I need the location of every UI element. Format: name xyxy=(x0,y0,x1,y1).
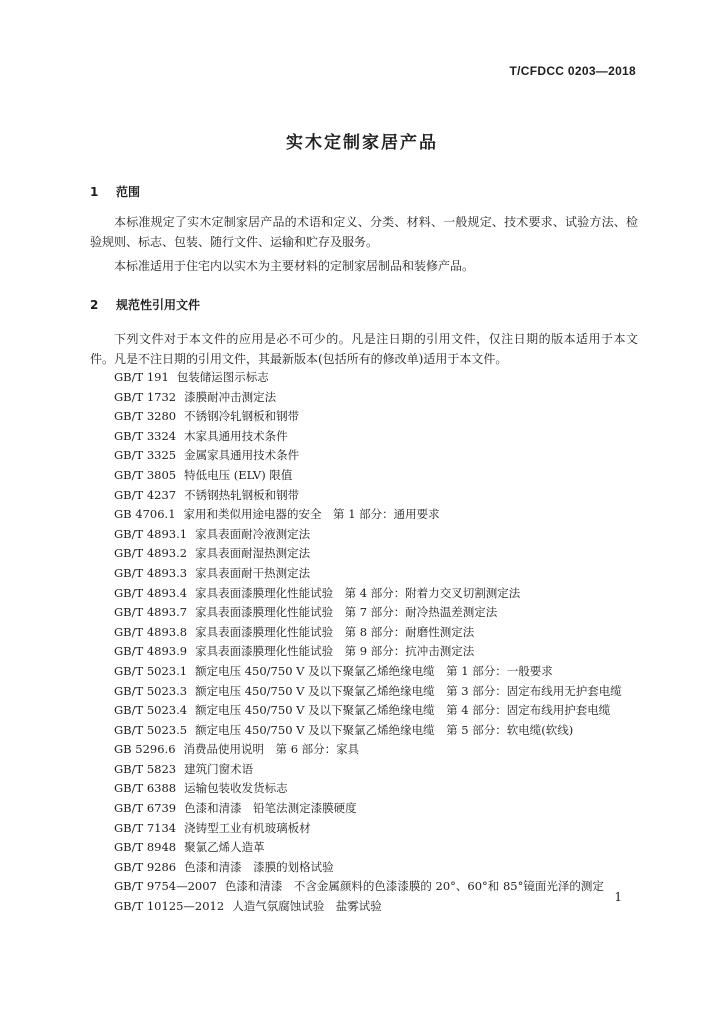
reference-title: 木家具通用技术条件 xyxy=(184,428,288,443)
reference-item xyxy=(114,819,654,839)
reference-item xyxy=(114,368,654,388)
reference-item xyxy=(114,779,654,799)
reference-title: 额定电压 450/750 V 及以下聚氯乙烯绝缘电缆 第 1 部分：一般要求 xyxy=(195,663,553,678)
reference-item xyxy=(114,682,654,702)
reference-item xyxy=(114,701,654,721)
reference-title: 额定电压 450/750 V 及以下聚氯乙烯绝缘电缆 第 3 部分：固定布线用无护套电缆 xyxy=(195,683,622,698)
reference-code: GB/T 3280 xyxy=(114,409,177,424)
reference-item xyxy=(114,760,654,780)
reference-code: GB/T 4893.3 xyxy=(114,565,188,580)
section-1-title: 范围 xyxy=(116,185,141,199)
reference-item xyxy=(114,466,654,486)
document-code: T/CFDCC 0203—2018 xyxy=(509,64,636,78)
reference-code: GB/T 4237 xyxy=(114,487,177,502)
reference-code: GB/T 3325 xyxy=(114,448,177,463)
reference-title: 不锈钢热轧钢板和钢带 xyxy=(184,487,300,502)
reference-title: 额定电压 450/750 V 及以下聚氯乙烯绝缘电缆 第 4 部分：固定布线用护套电缆 xyxy=(195,703,611,718)
reference-code: GB/T 4893.7 xyxy=(114,605,188,620)
reference-title: 家具表面漆膜理化性能试验 第 7 部分：耐冷热温差测定法 xyxy=(195,605,498,620)
reference-item xyxy=(114,584,654,604)
reference-code: GB/T 8948 xyxy=(114,840,177,855)
reference-item xyxy=(114,544,654,564)
reference-title: 金属家具通用技术条件 xyxy=(184,448,300,463)
reference-item xyxy=(114,799,654,819)
reference-code: GB/T 10125—2012 xyxy=(114,899,225,914)
reference-title: 额定电压 450/750 V 及以下聚氯乙烯绝缘电缆 第 5 部分：软电缆(软线) xyxy=(195,722,574,737)
reference-title: 浇铸型工业有机玻璃板材 xyxy=(184,820,311,835)
reference-item xyxy=(114,877,654,897)
reference-title: 消费品使用说明 第 6 部分：家具 xyxy=(183,742,360,757)
scope-paragraph-1: 本标准规定了实木定制家居产品的术语和定义、分类、材料、一般规定、技术要求、试验方法、检验规则、标志、包装、随行文件、运输和贮存及服务。 xyxy=(90,215,638,249)
section-2-number: 2 xyxy=(90,298,99,312)
reference-code: GB/T 5023.5 xyxy=(114,722,188,737)
reference-title: 建筑门窗术语 xyxy=(184,761,254,776)
reference-code: GB/T 5823 xyxy=(114,761,177,776)
references-intro: 下列文件对于本文件的应用是必不可少的。凡是注日期的引用文件，仅注日期的版本适用于本文件。凡是不注日期的引用文件，其最新版本(包括所有的修改单)适用于本文件。 xyxy=(90,332,638,366)
reference-code: GB/T 4893.4 xyxy=(114,585,188,600)
reference-code: GB/T 7134 xyxy=(114,820,177,835)
reference-code: GB/T 9754—2007 xyxy=(114,879,217,894)
reference-item xyxy=(114,662,654,682)
reference-item xyxy=(114,858,654,878)
reference-title: 包装储运图示标志 xyxy=(176,370,269,384)
reference-code: GB 4706.1 xyxy=(114,507,176,522)
reference-item xyxy=(114,486,654,506)
reference-item xyxy=(114,897,654,917)
reference-title: 家具表面耐干热测定法 xyxy=(195,565,311,580)
reference-title: 色漆和清漆 漆膜的划格试验 xyxy=(184,859,334,874)
reference-title: 色漆和清漆 不含金属颜料的色漆漆膜的 20°、60°和 85°镜面光泽的测定 xyxy=(224,879,604,894)
reference-code: GB/T 6388 xyxy=(114,781,177,796)
reference-title: 聚氯乙烯人造革 xyxy=(184,840,265,855)
reference-item xyxy=(114,564,654,584)
reference-code: GB/T 4893.9 xyxy=(114,644,188,659)
section-1-heading xyxy=(90,183,140,200)
reference-item xyxy=(114,446,654,466)
section-2-heading xyxy=(90,296,200,313)
scope-paragraph-2: 本标准适用于住宅内以实木为主要材料的定制家居制品和装修产品。 xyxy=(114,259,475,273)
document-title: 实木定制家居产品 xyxy=(286,133,438,153)
reference-item xyxy=(114,838,654,858)
reference-title: 家具表面漆膜理化性能试验 第 9 部分：抗冲击测定法 xyxy=(195,644,475,659)
reference-code: GB/T 3805 xyxy=(114,467,177,482)
reference-title: 家具表面耐冷液测定法 xyxy=(195,526,311,541)
reference-code: GB/T 9286 xyxy=(114,859,177,874)
reference-title: 不锈钢冷轧钢板和钢带 xyxy=(184,409,300,424)
reference-item xyxy=(114,740,654,760)
reference-item xyxy=(114,407,654,427)
section-2-title: 规范性引用文件 xyxy=(116,298,201,312)
reference-item xyxy=(114,721,654,741)
reference-title: 家用和类似用途电器的安全 第 1 部分：通用要求 xyxy=(183,507,440,522)
reference-item xyxy=(114,642,654,662)
reference-code: GB/T 4893.8 xyxy=(114,624,188,639)
page-number: 1 xyxy=(614,890,622,904)
reference-item xyxy=(114,427,654,447)
reference-code: GB/T 5023.3 xyxy=(114,683,188,698)
reference-title: 家具表面耐湿热测定法 xyxy=(195,546,311,561)
reference-code: GB/T 191 xyxy=(114,370,169,384)
reference-item xyxy=(114,603,654,623)
reference-title: 运输包装收发货标志 xyxy=(184,781,288,796)
reference-code: GB/T 4893.2 xyxy=(114,546,188,561)
reference-item xyxy=(114,525,654,545)
reference-title: 人造气氛腐蚀试验 盐雾试验 xyxy=(232,899,382,914)
section-1-number: 1 xyxy=(90,185,99,199)
reference-title: 家具表面漆膜理化性能试验 第 4 部分：附着力交叉切割测定法 xyxy=(195,585,521,600)
reference-code: GB/T 5023.1 xyxy=(114,663,188,678)
reference-title: 色漆和清漆 铅笔法测定漆膜硬度 xyxy=(184,801,357,816)
reference-title: 家具表面漆膜理化性能试验 第 8 部分：耐磨性测定法 xyxy=(195,624,475,639)
reference-item xyxy=(114,388,654,408)
reference-title: 漆膜耐冲击测定法 xyxy=(184,389,277,404)
reference-list xyxy=(114,368,654,917)
reference-code: GB/T 4893.1 xyxy=(114,526,188,541)
reference-item xyxy=(114,505,654,525)
reference-item xyxy=(114,623,654,643)
reference-code: GB/T 6739 xyxy=(114,801,177,816)
reference-title: 特低电压 (ELV) 限值 xyxy=(184,467,293,482)
reference-code: GB/T 1732 xyxy=(114,389,177,404)
reference-code: GB 5296.6 xyxy=(114,742,176,757)
reference-code: GB/T 5023.4 xyxy=(114,703,188,718)
reference-code: GB/T 3324 xyxy=(114,428,177,443)
